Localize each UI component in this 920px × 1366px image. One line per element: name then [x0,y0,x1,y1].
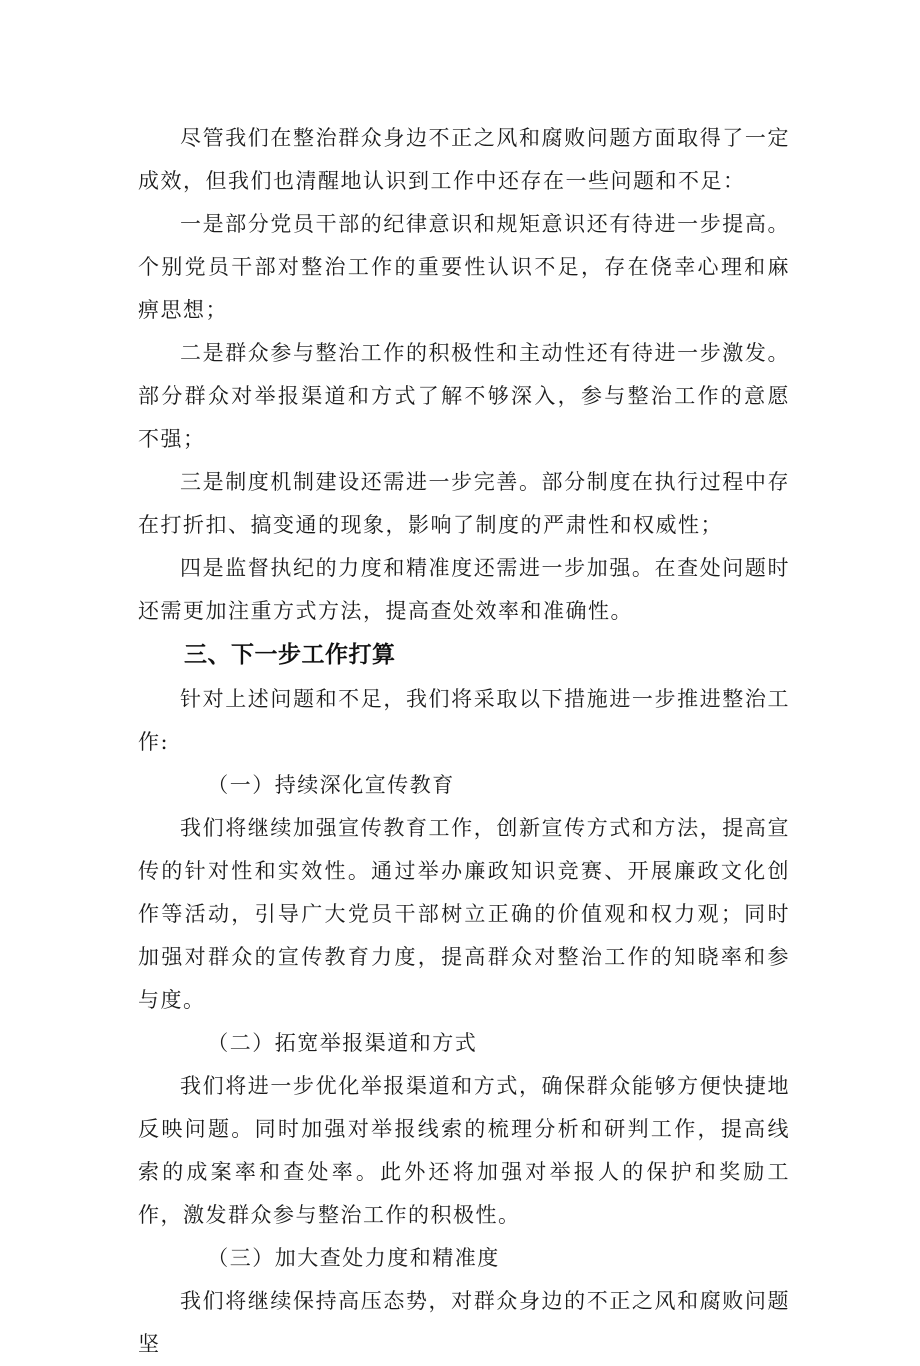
subsection-heading-3: （三）加大查处力度和精准度 [207,1246,500,1270]
paragraph-problem-3: 三是制度机制建设还需进一步完善。部分制度在执行过程中存在打折扣、搞变通的现象，影响了制度的严肃性和权威性； [138,470,790,537]
document-body [138,117,790,1366]
paragraph-problems-intro: 尽管我们在整治群众身边不正之风和腐败问题方面取得了一定成效，但我们也清醒地认识到工作中还存在一些问题和不足： [138,126,790,193]
subsection-heading-2: （二）拓宽举报渠道和方式 [207,1031,478,1055]
section-heading: 三、下一步工作打算 [184,642,396,668]
subsection-body-2: 我们将进一步优化举报渠道和方式，确保群众能够方便快捷地反映问题。同时加强对举报线索的梳理分析和研判工作，提高线索的成案率和查处率。此外还将加强对举报人的保护和奖励工作，激发群众参与整治工作的积极性。 [138,1074,790,1227]
paragraph-problem-2: 二是群众参与整治工作的积极性和主动性还有待进一步激发。部分群众对举报渠道和方式了解不够深入，参与整治工作的意愿不强； [138,341,790,451]
section-intro: 针对上述问题和不足，我们将采取以下措施进一步推进整治工作: [138,687,790,754]
paragraph-problem-4: 四是监督执纪的力度和精准度还需进一步加强。在查处问题时还需更加注重方式方法，提高查处效率和准确性。 [138,556,790,623]
subsection-body-3: 我们将继续保持高压态势，对群众身边的不正之风和腐败问题坚 [138,1289,790,1356]
paragraph-problem-1: 一是部分党员干部的纪律意识和规矩意识还有待进一步提高。个别党员干部对整治工作的重要性认识不足，存在侥幸心理和麻痹思想； [138,212,790,322]
subsection-heading-1: （一）持续深化宣传教育 [207,773,455,797]
subsection-body-1: 我们将继续加强宣传教育工作，创新宣传方式和方法，提高宣传的针对性和实效性。通过举办廉政知识竞赛、开展廉政文化创作等活动，引导广大党员干部树立正确的价值观和权力观；同时加强对群众的宣传教育力度，提高群众对整治工作的知晓率和参与度。 [138,816,790,1012]
